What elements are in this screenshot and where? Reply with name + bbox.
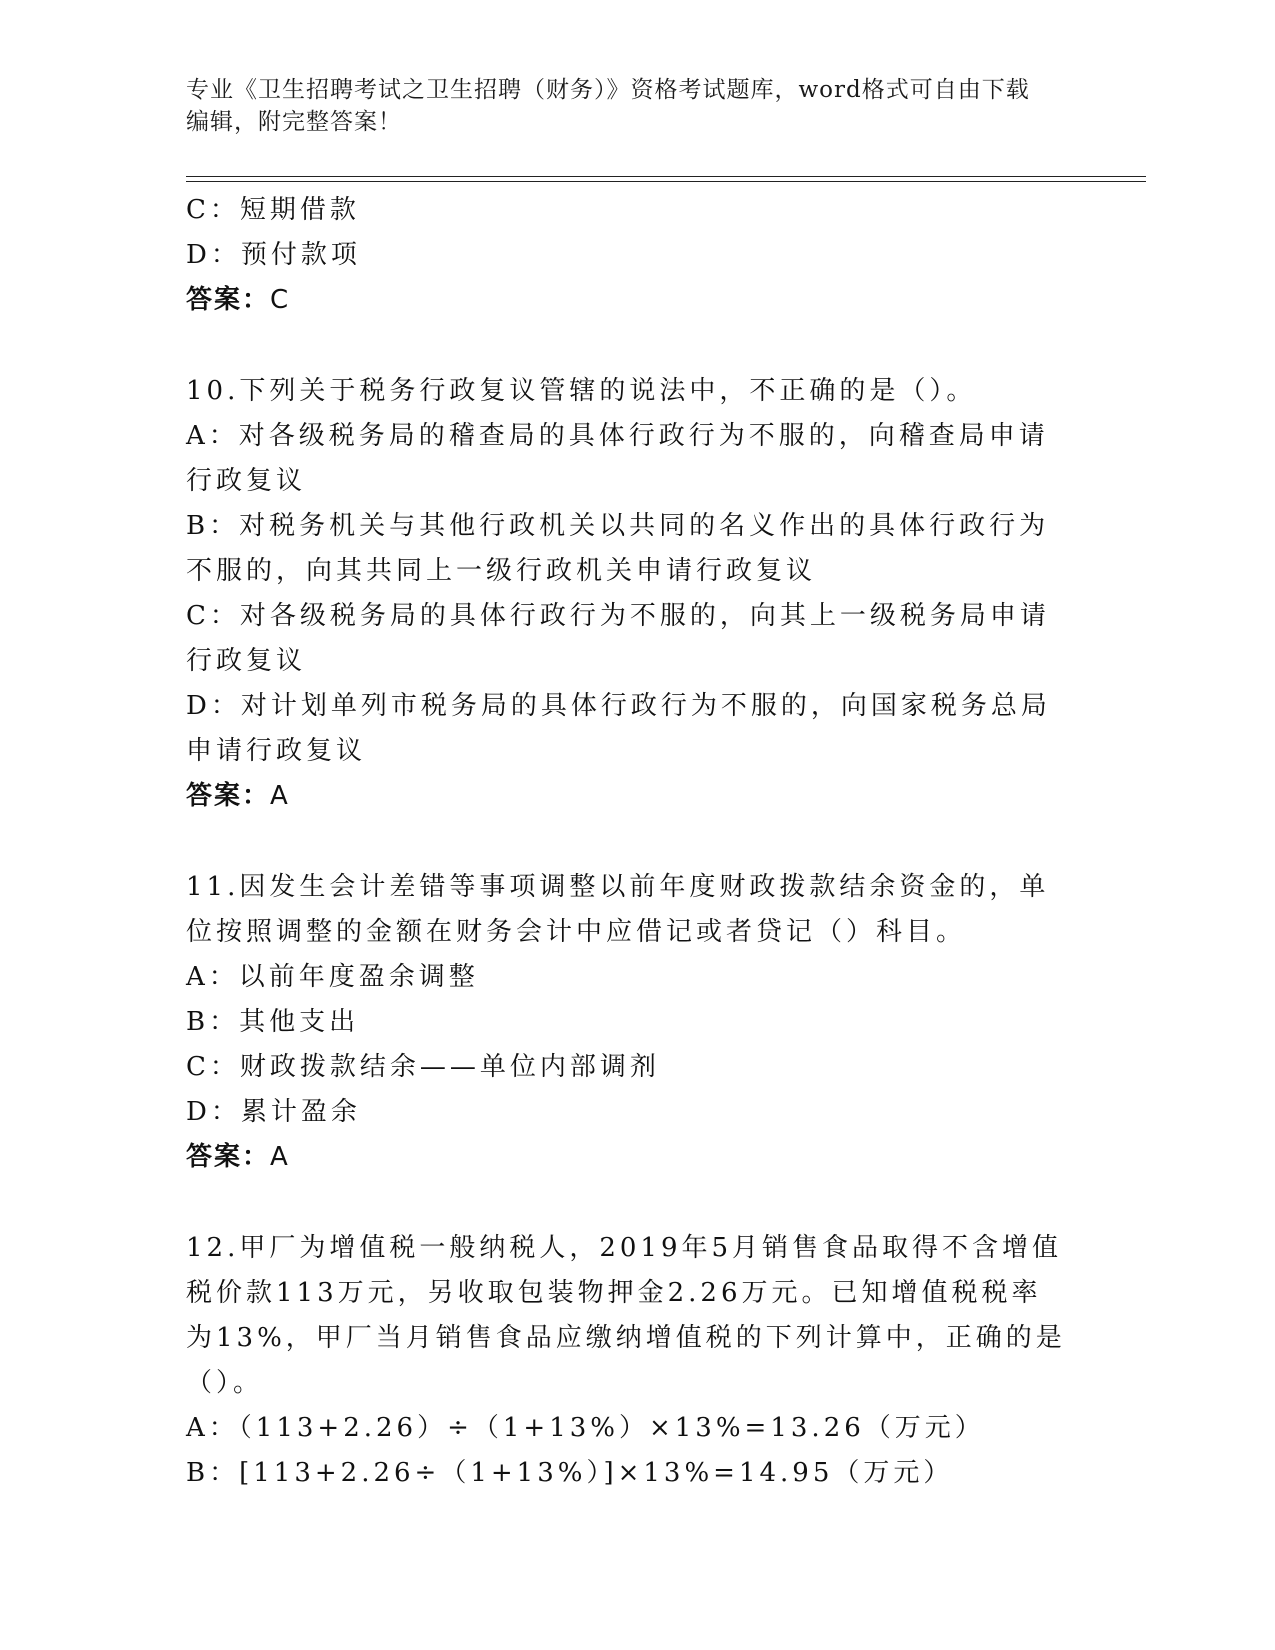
header-line-1: 专业《卫生招聘考试之卫生招聘（财务）》资格考试题库，word格式可自由下载 (186, 77, 1030, 103)
option-a: A：对各级税务局的稽查局的具体行政行为不服的，向稽查局申请行政复议 (186, 421, 1049, 496)
page-header (186, 74, 1066, 138)
option-d: D：预付款项 (186, 240, 361, 270)
answer-line (186, 774, 1066, 819)
option-c: C：对各级税务局的具体行政行为不服的，向其上一级税务局申请行政复议 (186, 601, 1050, 676)
option-c: C：短期借款 (186, 195, 360, 225)
answer-label: 答案： (186, 781, 271, 811)
option-b: B：对税务机关与其他行政机关以共同的名义作出的具体行政行为不服的，向其共同上一级行政机关申请行政复议 (186, 511, 1050, 586)
answer-value: A (270, 781, 290, 811)
answer-line (186, 278, 1066, 323)
answer-value: A (270, 1142, 290, 1172)
question-12 (186, 1226, 1066, 1496)
question-stem: 11.因发生会计差错等事项调整以前年度财政拨款结余资金的，单位按照调整的金额在财务会计中应借记或者贷记（）科目。 (186, 872, 1050, 947)
option-a: A：（113+2.26）÷（1+13%）×13%=13.26（万元） (186, 1413, 985, 1443)
answer-value: C (270, 285, 291, 315)
option-c: C：财政拨款结余——单位内部调剂 (186, 1052, 660, 1082)
option-b: B：[113+2.26÷（1+13%）]×13%=14.95（万元） (186, 1458, 954, 1488)
option-d: D：对计划单列市税务局的具体行政行为不服的，向国家税务总局申请行政复议 (186, 691, 1051, 766)
question-10 (186, 369, 1066, 819)
header-line-2: 编辑，附完整答案！ (186, 109, 402, 135)
question-stem: 10.下列关于税务行政复议管辖的说法中，不正确的是（）。 (186, 376, 977, 406)
answer-label: 答案： (186, 1142, 271, 1172)
header-rule-bottom (186, 181, 1146, 182)
option-a: A：以前年度盈余调整 (186, 962, 479, 992)
answer-label: 答案： (186, 285, 271, 315)
prev-question-block (186, 188, 1066, 323)
answer-line (186, 1135, 1066, 1180)
option-b: B：其他支出 (186, 1007, 360, 1037)
question-stem: 12.甲厂为增值税一般纳税人，2019年5月销售食品取得不含增值税价款113万元，另收取包装物押金2.26万元。已知增值税税率为13%，甲厂当月销售食品应缴纳增值税的下列计算中，正确的是（）。 (186, 1233, 1066, 1398)
header-rule-top (186, 176, 1146, 177)
option-d: D：累计盈余 (186, 1097, 361, 1127)
question-content (186, 188, 1066, 1496)
question-11 (186, 865, 1066, 1180)
